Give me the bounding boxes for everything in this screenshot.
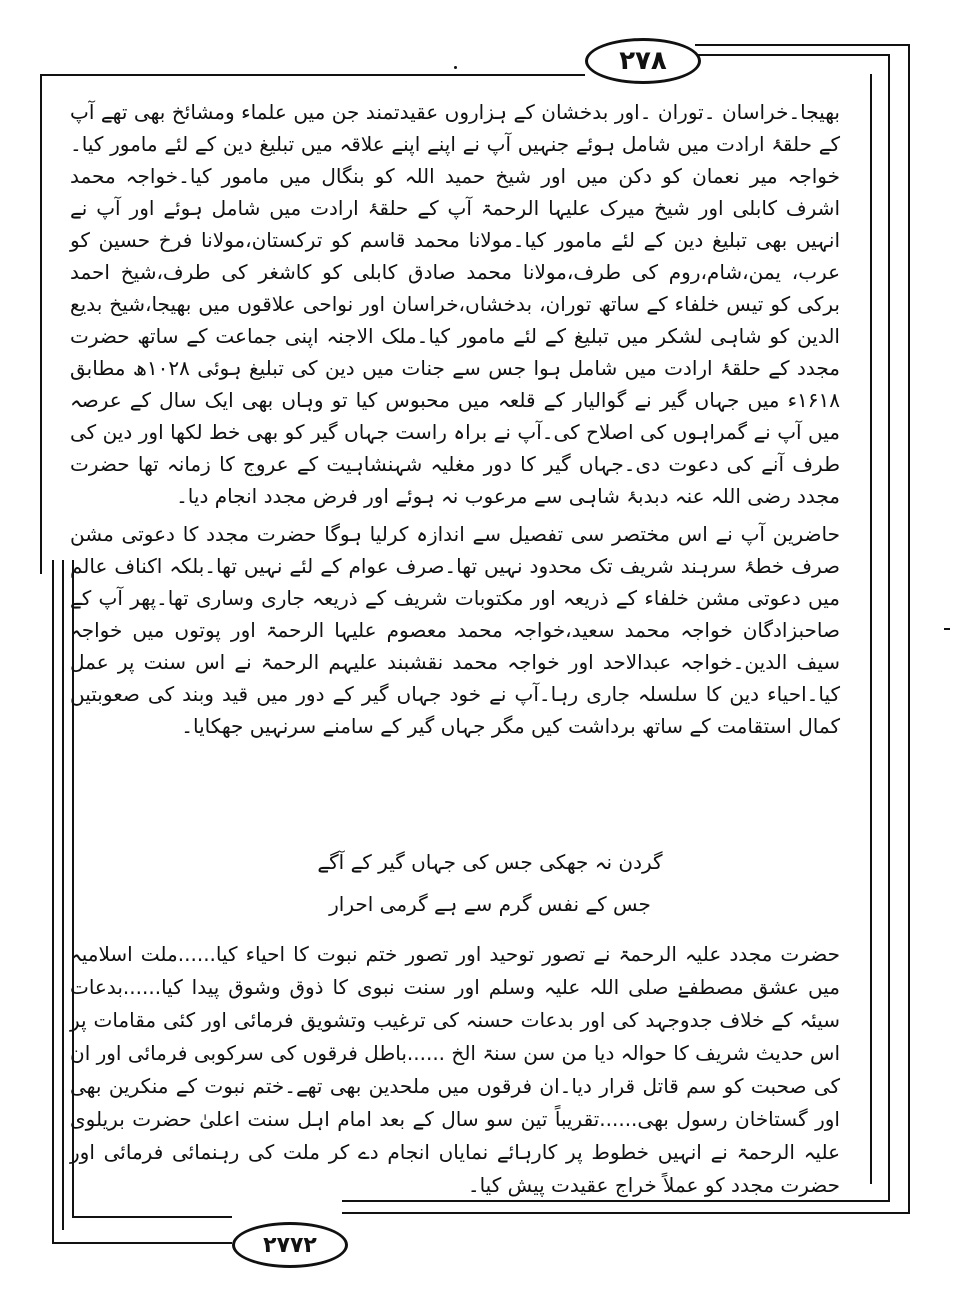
left-border-rule-top [40,74,42,574]
scan-speck [454,66,457,69]
right-border-rule-innermost [870,74,872,1184]
paragraph-1: بھیجا۔خراسان ۔توران ۔اور بدخشان کے ہزاروں عقیدتمند جن میں علماء ومشائخ بھی تھے آپ کے حلقۂ ارادت میں شامل ہوئے جنہیں آپ نے اپنے اپنے علاقہ میں تبلیغ دین کے لئے مامور کیا۔خواجہ میر نعمان کو دکن میں اور شیخ حمید اللہ کو بنگال میں مامور کیا۔خواجہ محمد اشرف کابلی اور شیخ میرک علیہا الرحمۃ آپ کے حلقۂ ارادت میں شامل ہوئے اور آپ نے انہیں بھی تبلیغ دین کے لئے مامور کیا۔مولانا محمد قاسم کو ترکستان،مولانا فرخ حسین کو عرب، یمن،شام،روم کی طرف،مولانا محمد صادق کابلی کو کاشغر کی طرف،شیخ احمد برکی کو تیس خلفاء کے ساتھ توران، بدخشاں،خراسان اور نواحی علاقوں میں بھیجا،شیخ بدیع الدین کو شاہی لشکر میں تبلیغ کے لئے مامور کیا۔ملک الاجنہ اپنی جماعت کے ساتھ حضرت مجدد کے حلقۂ ارادت میں شامل ہوا جس سے جنات میں دین کی تبلیغ ہوئی ۱۰۲۸ھ مطابق ۱۶۱۸ء میں جہاں گیر نے گوالیار کے قلعہ میں محبوس کیا تو وہاں بھی ایک سال کے عرصہ میں آپ نے گمراہوں کی اصلاح کی۔آپ نے براہ راست جہاں گیر کو بھی خط لکھا اور دین کی طرف آنے کی دعوت دی۔جہاں گیر کا دور مغلیہ شہنشاہیت کے عروج کا زمانہ تھا حضرت مجدد رضی اللہ عنہ دبدبۂ شاہی سے مرعوب نہ ہوئے اور فرض مجدد انجام دیا۔ [70,100,840,508]
left-border-rule-outer [52,560,54,1244]
top-border-rule-outer [695,44,910,46]
paragraph-2: حاضرین آپ نے اس مختصر سی تفصیل سے اندازہ کرلیا ہوگا حضرت مجدد کا دعوتی مشن صرف خطۂ سرہند شریف تک محدود نہیں تھا۔صرف عوام کے لئے نہیں تھا۔بلکہ اکناف عالم میں دعوتی مشن خلفاء کے ذریعہ اور مکتوبات شریف کے ذریعہ جاری وساری تھا۔پھر آپ کے صاحبزادگان خواجہ محمد سعید،خواجہ محمد معصوم علیہا الرحمۃ اور پوتوں میں خواجہ سیف الدین۔خواجہ عبدالاحد اور خواجہ محمد نقشبند علیہم الرحمۃ نے اس سنت پر عمل کیا۔احیاء دین کا سلسلہ جاری رہا۔آپ نے خود جہاں گیر کے دور میں قید وبند کی صعوبتیں کمال استقامت کے ساتھ برداشت کیں مگر جہاں گیر کے سامنے سرنہیں جھکایا۔ [70,522,840,738]
bottom-border-rule-left [52,1242,232,1244]
top-border-rule-left [40,74,585,76]
left-border-rule-inner [62,560,64,1230]
verse-line-2: جس کے نفس گرم سے ہے گرمی احرار [329,892,651,916]
page-number-bottom: ۲۷۷۲ [232,1222,348,1268]
bottom-border-rule-outer [342,1212,910,1214]
right-border-rule-inner [888,54,890,1200]
margin-mark [944,628,950,630]
closing-paragraph: حضرت مجدد علیہ الرحمۃ نے تصور توحید اور تصور ختم نبوت کا احیاء کیا......ملت اسلامیہ میں عشق مصطفےٰ صلی اللہ علیہ وسلم اور سنت نبوی کا ذوق وشوق پیدا کیا......بدعات سیئہ کے خلاف جدوجہد کی اور بدعات حسنہ کی ترغیب وتشویق فرمائی اور کئی مقامات پر اس حدیث شریف کا حوالہ دیا من سن سنۃ الخ ......باطل فرقوں کی سرکوبی فرمائی اور ان کی صحبت کو سم قاتل قرار دیا۔ان فرقوں میں ملحدین بھی تھے۔ختم نبوت کے منکرین بھی اور گستاخان رسول بھی......تقریباً تین سو سال کے بعد امام اہل سنت اعلیٰ حضرت بریلوی علیہ الرحمۃ نے انہیں خطوط پر کارہائے نمایاں انجام دے کر ملت کی رہنمائی فرمائی اور حضرت مجدد کو عملاً خراج عقیدت پیش کیا۔ [70,942,840,1197]
main-text-block [70,96,840,748]
right-border-rule-outer [908,44,910,1214]
top-border-rule-inner [695,54,890,56]
bottom-inner-rule [72,1216,232,1218]
verse-line-1: گردن نہ جھکی جس کی جہاں گیر کے آگے [317,850,663,874]
page-number-top: ۲۷۸ [585,38,701,84]
